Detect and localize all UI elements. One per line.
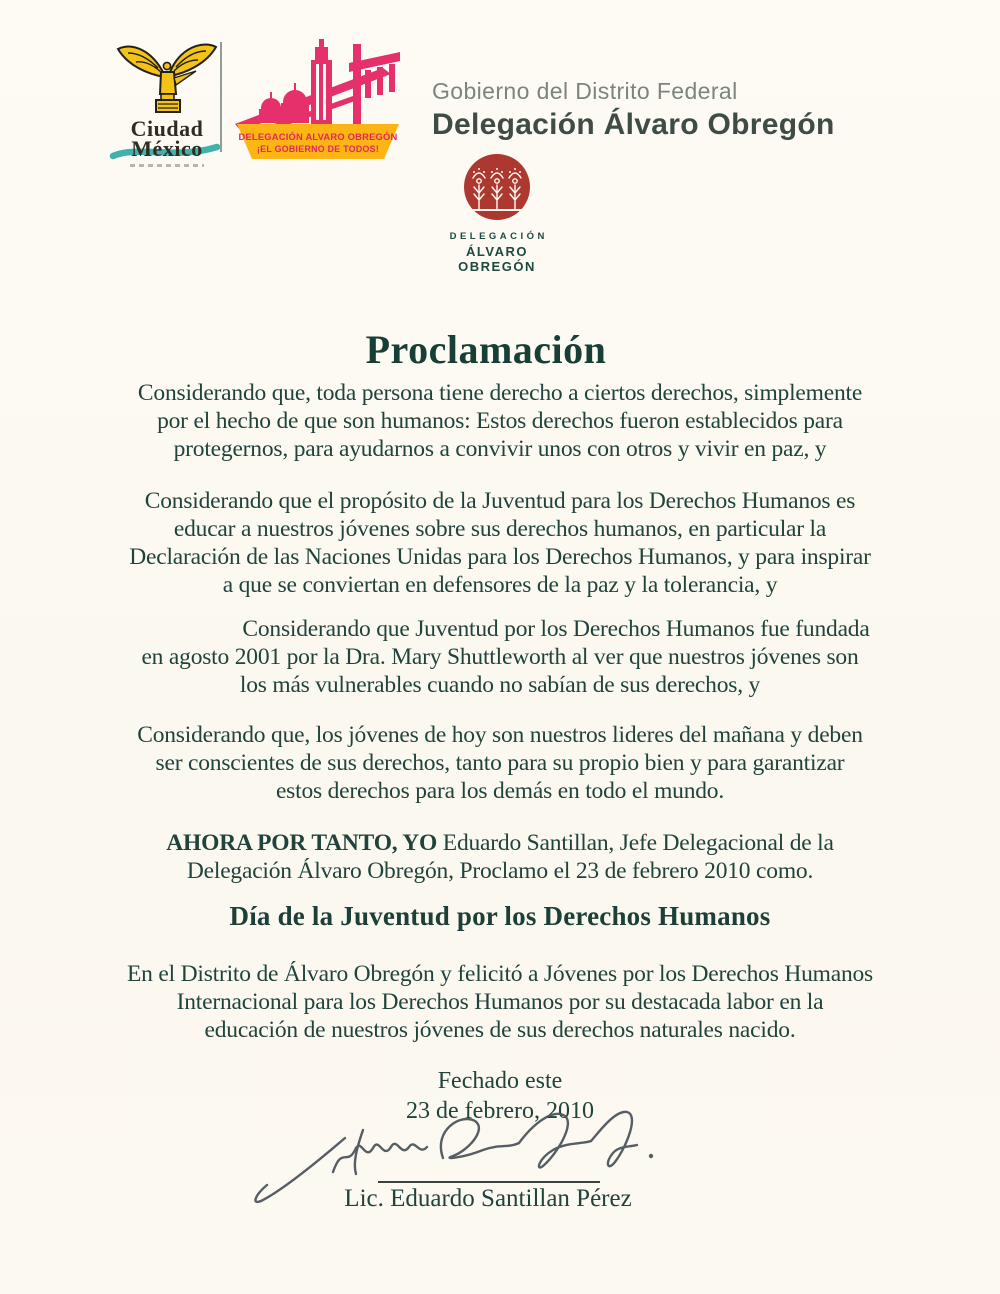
signature-icon xyxy=(245,1100,675,1205)
dated-line1: Fechado este xyxy=(437,1068,563,1094)
paragraph-2: Considerando que el propósito de la Juventud para los Derechos Humanos es educar a nuestros jóvenes sobre sus derechos humanos, en particular la Declaración de las Naciones Unidas para los Derechos Humanos, y para inspirar a que se conviertan en defensores de la paz y la tolerancia, y xyxy=(129,488,871,598)
emblem-caption-line2: ÁLVARO xyxy=(466,244,528,259)
cdmx-tagline-mark xyxy=(130,164,204,167)
ciudad-mexico-wordmark xyxy=(103,116,231,161)
paragraph-1: Considerando que, toda persona tiene derecho a ciertos derechos, simplemente por el hecho de que son humanos: Estos derechos fueron establecidos para protegernos, para ayudarnos a convivir unos con otros y vivir en paz, y xyxy=(137,380,863,462)
delegation-line: Delegación Álvaro Obregón xyxy=(432,108,835,141)
angel-independence-icon xyxy=(106,36,228,114)
signatory-name: Lic. Eduardo Santillan Pérez xyxy=(344,1185,632,1212)
emblem-caption-line1: DELEGACIÓN xyxy=(449,231,548,242)
delegation-emblem xyxy=(417,152,577,274)
proclamation-statement xyxy=(0,829,1000,885)
ao-banner-line2: ¡EL GOBIERNO DE TODOS! xyxy=(256,144,380,154)
header-government-block xyxy=(432,78,835,142)
paragraph-3: Considerando que Juventud por los Derechos Humanos fue fundada en agosto 2001 por la Dra. Mary Shuttleworth al ver que nuestros jóvenes son los más vulnerables cuando no sabían de sus derechos, y xyxy=(141,616,870,698)
proclamation-line1 xyxy=(0,829,1000,857)
ciudad-mexico-logo xyxy=(103,36,231,167)
proclamation-lead: AHORA POR TANTO, YO xyxy=(166,830,438,856)
emblem-caption xyxy=(417,231,577,274)
ao-banner-line1: DELEGACIÓN ALVARO OBREGÓN xyxy=(238,131,398,142)
dated-line2: 23 de febrero, 2010 xyxy=(406,1098,594,1124)
page-title: Proclamación xyxy=(365,326,607,372)
proclamation-line2: Delegación Álvaro Obregón, Proclamo el 23 de febrero 2010 como. xyxy=(186,858,814,884)
day-title: Día de la Juventud por los Derechos Humanos xyxy=(229,901,771,931)
alvaro-obregon-logo xyxy=(233,36,403,162)
ao-skyline-icon xyxy=(233,36,403,162)
emblem-seal-icon xyxy=(462,152,532,222)
ciudad-text: Ciudad xyxy=(130,116,204,141)
mexico-text: México xyxy=(131,136,203,161)
paragraph-4: Considerando que, los jóvenes de hoy son nuestros lideres del mañana y deben ser conscientes de sus derechos, tanto para su propio bien y para garantizar estos derechos para los demás en todo el mundo. xyxy=(137,722,863,804)
government-line: Gobierno del Distrito Federal xyxy=(432,78,738,104)
closing-paragraph: En el Distrito de Álvaro Obregón y felicitó a Jóvenes por los Derechos Humanos Internacional para los Derechos Humanos por su destacada labor en la educación de nuestros jóvenes de sus derechos naturales nacido. xyxy=(126,961,873,1043)
emblem-caption-line3: OBREGÓN xyxy=(458,259,536,274)
proclamation-line1-rest: Eduardo Santillan, Jefe Delegacional de la xyxy=(437,830,834,856)
